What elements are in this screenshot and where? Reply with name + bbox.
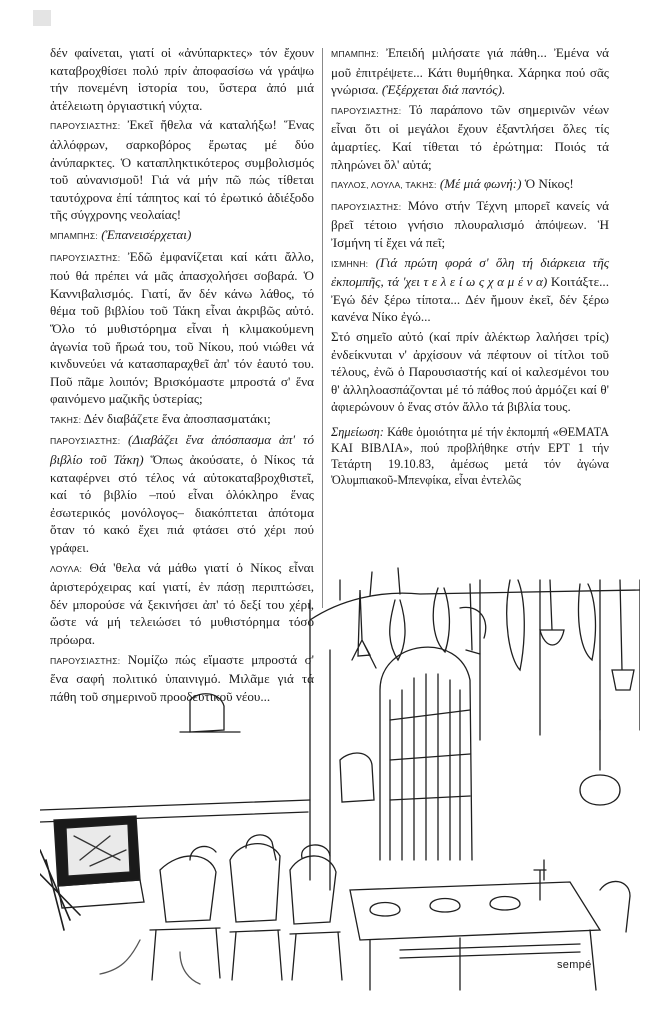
speaker-label: ΠΑΡΟΥΣΙΑΣΤΗΣ:: [50, 121, 121, 132]
stage-direction: (Γιά πρώτη φορά σ' ὅλη τή διάρκεια τῆς ἐκπομπῆς, τά 'χει τ ε λ ε ί ω ς χ α μ έ ν α): [331, 254, 610, 290]
column-divider: [322, 48, 323, 608]
paragraph-text: Θά 'θελα νά μάθω γιατί ὁ Νίκος εἶναι ἀριστερόχειρας καί γιατί, ἐν πάσῃ περιπτώσει, δέν μπορούσε νά ξεκινήσει ἀπ' τό δεξί του χέρι, ὥστε νά μή τελειώσει τό μυθιστόρημα τόσο πρόωρα.: [50, 559, 314, 647]
dialogue-paragraph: [331, 328, 609, 416]
speaker-label: ΛΟΥΛΑ:: [50, 563, 83, 574]
illustrator-signature: sempé: [557, 959, 592, 971]
speaker-label: ΜΠΑΜΠΗΣ:: [50, 230, 98, 241]
dialogue-paragraph: [331, 44, 609, 99]
paragraph-text: Ἐπειδή μιλήσατε γιά πάθη... Ἐμένα νά μοῦ ἐπιτρέψετε... Κάτι θυμήθηκα. Χάρηκα πού σᾶς γνώρισα.: [331, 45, 609, 98]
paragraph-text: Μόνο στήν Τέχνη μπορεῖ κανείς νά βρεῖ τέτοιο γνήσιο πλουραλισμό ἀπόψεων. Ἡ Ἰσμήνη τί ἔχει νά πεῖ;: [331, 197, 609, 250]
dialogue-paragraph: [50, 431, 314, 556]
footnote-label: Σημείωση:: [331, 424, 384, 439]
speaker-label: ΠΑΡΟΥΣΙΑΣΤΗΣ:: [331, 201, 402, 212]
stage-direction: (Μέ μιά φωνή:): [439, 176, 522, 192]
speaker-label: ΠΑΡΟΥΣΙΑΣΤΗΣ:: [50, 436, 121, 447]
stage-direction: (Ἐπανεισέρχεται): [101, 226, 192, 242]
dialogue-paragraph: [50, 248, 314, 408]
paragraph-text: δέν φαίνεται, γιατί οἱ «ἀνύπαρκτες» τόν ἔχουν καταβροχθίσει πολύ πρίν ἀποφασίσω νά γράψω τήν πονεμένη ἱστορία του, ὕστερα ἀπό μιά ἀτέλειωτη ὀργιαστική νύχτα.: [50, 45, 314, 113]
paragraph-text: Ἐδῶ ἐμφανίζεται καί κάτι ἄλλο, πού θά πρέπει νά μᾶς ἀπασχολήσει σοβαρά. Ὁ Καννιβαλισμός. Γιατί, ἄν δέν κάνω λάθος, τό θέμα τοῦ βιβλίου τοῦ Τάκη εἶναι ἀκριβῶς αὐτό. Ὅλο τό μυθιστόρημα εἶναι ἡ κλιμακούμενη ἀγωνία τοῦ ἥρωά του, τοῦ Νίκου, πού νιώθει νά κινδυνεύει νά κατασπαραχθεῖ ἀπ' τόν ἑαυτό του. Ποῦ πᾶμε λοιπόν; Βρισκόμαστε μπροστά σ' ἕνα φαινόμενο μαζικῆς ὑστερίας;: [50, 248, 314, 407]
paragraph-text: Κοιτάξτε... Ἐγώ δέν ξέρω τίποτα... Δέν ἤμουν ἐκεῖ, δέν ξέρω κανένα Νίκο ἐγώ...: [331, 274, 609, 325]
speaker-label: ΜΠΑΜΠΗΣ:: [331, 49, 379, 59]
speaker-label: ΠΑΥΛΟΣ, ΛΟΥΛΑ, ΤΑΚΗΣ:: [331, 180, 437, 191]
right-dialogue: [331, 44, 609, 416]
speaker-label: ΤΑΚΗΣ:: [50, 414, 82, 425]
dialogue-paragraph: [331, 197, 609, 252]
dialogue-paragraph: [331, 254, 609, 326]
dialogue-paragraph: [50, 410, 314, 430]
speaker-label: ΙΣΜΗΝΗ:: [331, 258, 369, 269]
footnote-text: Κάθε ὁμοιότητα μέ τήν ἐκπομπή «ΘΕΜΑΤΑ ΚΑΙ ΒΙΒΛΙΑ», πού προβλήθηκε στήν ΕΡΤ 1 τήν Τετάρτη 19.10.83, ἀμέσως μετά τόν ἀγώνα Ὀλυμπιακοῦ-Μπενφίκα, εἶναι ἐντελῶς: [331, 424, 609, 488]
dialogue-paragraph: [50, 44, 314, 114]
paragraph-text: Ἐκεῖ ἤθελα νά καταλήξω! Ἕνας ἀλλόφρων, σαρκοβόρος ἔρωτας μέ δύο ἀνύπαρκτες. Ὁ καταπληκτικότερος συμβολισμός τοῦ αὐνανισμοῦ! Γιά νά μήν πῶ πώς τίθεται ταυτόχρονα ἐπί τάπητος καί τό ἐρωτικό ἀδιέξοδο τῆς σύγχρονης νεολαίας!: [50, 117, 314, 223]
paragraph-text: Δέν διαβάζετε ἕνα ἀποσπασματάκι;: [83, 410, 271, 426]
dialogue-paragraph: [50, 116, 314, 224]
paragraph-text: Τό παράπονο τῶν σημερινῶν νέων εἶναι ὅτι οἱ μεγάλοι ἔχουν ἐξαντλήσει ὅλες τίς ἁμαρτίες. Καί τίθεται τό ἐρώτημα: Ποιός τά πληρώνει ὅλ' αὐτά;: [331, 101, 609, 172]
dialogue-paragraph: [331, 175, 609, 195]
paragraph-text: Ὅπως ἀκούσατε, ὁ Νίκος τά καταφέρνει στό τέλος νά αὐτοκαταβροχθιστεῖ, καί τό βιβλίο –πού εἶναι ὁλόκληρο ἕνας ἐσωτερικός μονόλογος– διακόπτεται ἀπότομα ὅταν τό κακό ἔχει πιά φτάσει στό χέρι πού γράφει.: [50, 452, 314, 556]
right-text-column: [331, 44, 609, 491]
dialogue-paragraph: [331, 101, 609, 173]
scan-corner-mark: [33, 10, 51, 26]
paragraph-text: Νομίζω πώς εἴμαστε μπροστά σ' ἕνα σαφή πολιτικό ὑπαινιγμό. Μιλᾶμε γιά τά πάθη τοῦ σημερινοῦ προοδευτικοῦ νέου...: [50, 651, 314, 704]
sempe-cartoon-illustration: [40, 560, 640, 1000]
speaker-label: ΠΑΡΟΥΣΙΑΣΤΗΣ:: [50, 655, 121, 666]
speaker-label: ΠΑΡΟΥΣΙΑΣΤΗΣ:: [331, 105, 402, 116]
paragraph-text: Στό σημεῖο αὐτό (καί πρίν ἀλέκτωρ λαλήσει τρίς) ἐνδείκνυται ν' ἀρχίσουν νά πέφτουν οἱ τίτλοι τοῦ τέλους, ἐνῶ ὁ Παρουσιαστής καί οἱ καλεσμένοι του θ' ἀλληλοασπάζονται μέ τό πάθος πού ἁρμόζει καί θ' ἀφιερώνουν ὁ ἕνας στόν ἄλλο τά βιβλία τους.: [331, 328, 609, 415]
stage-direction-after: (Ἐξέρχεται διά παντός).: [381, 82, 506, 98]
footnote: [331, 424, 609, 489]
television-set-drawing: [40, 816, 144, 930]
paragraph-text: Ὁ Νίκος!: [524, 176, 574, 192]
speaker-label: ΠΑΡΟΥΣΙΑΣΤΗΣ:: [50, 252, 121, 263]
stage-direction: (Διαβάζει ἕνα ἀπόσπασμα ἀπ' τό βιβλίο τοῦ Τάκη): [50, 432, 314, 468]
dialogue-paragraph: [50, 226, 314, 246]
